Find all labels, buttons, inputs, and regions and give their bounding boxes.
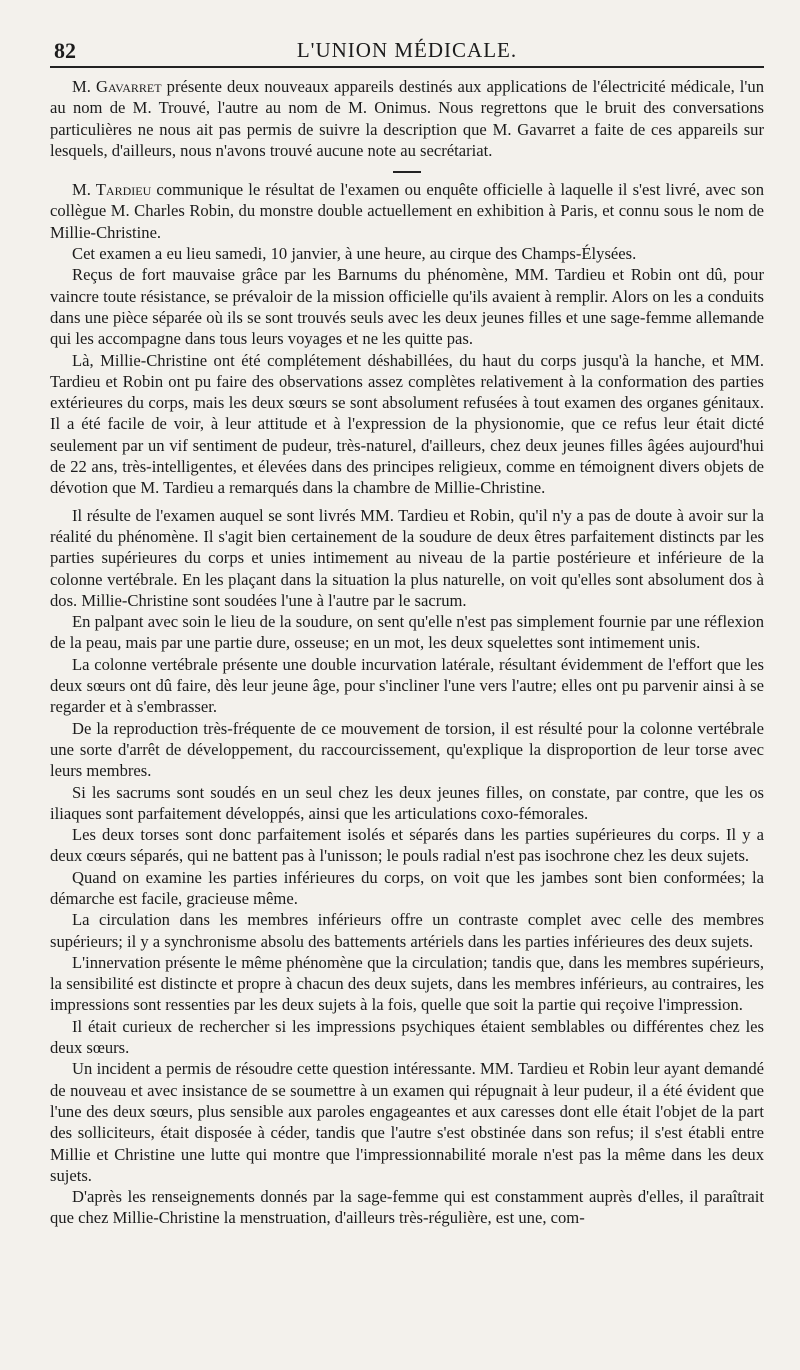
paragraph: La circulation dans les membres inférieurs offre un contraste complet avec celle des membres supérieurs; il y a synchronisme absolu des battements artériels dans les parties inférieures des deux sujets.: [50, 910, 764, 951]
paragraph: Là, Millie-Christine ont été complétement déshabillées, du haut du corps jusqu'à la hanche, et MM. Tardieu et Robin ont pu faire des observations assez complètes relativement à la conformation des parties extérieures du corps, mais les deux sœurs se sont absolument refusées à tout examen des organes génitaux. Il a été facile de voir, à leur attitude et à l'expression de la physionomie, que ce refus leur était dicté seulement par un vif sentiment de pudeur, très-naturel, d'ailleurs, chez deux jeunes filles âgées aujourd'hui de 22 ans, très-intelligentes, et élevées dans des principes religieux, comme en témoignent divers objets de dévotion que M. Tardieu a remarqués dans la chambre de Millie-Christine.: [50, 350, 764, 498]
speaker-name: M. Gavarret: [72, 77, 162, 96]
paragraph: La colonne vertébrale présente une double incurvation latérale, résultant évidemment de l'effort que les deux sœurs ont dû faire, dès leur jeune âge, pour s'incliner l'une vers l'autre; elles ont pu parvenir ainsi à se regarder et à s'embrasser.: [50, 654, 764, 717]
section-separator: [393, 171, 421, 173]
paragraph-text: présente deux nouveaux appareils destinés aux applications de l'électricité médicale, l'un au nom de M. Trouvé, l'autre au nom de M. Onimus. Nous regrettons que le bruit des conversations particulières ne nous ait pas permis de suivre la description que M. Gavarret a faite de ces appareils sur lesquels, d'ailleurs, nous n'avons trouvé aucune note au secrétariat.: [50, 77, 765, 160]
paragraph: Il résulte de l'examen auquel se sont livrés MM. Tardieu et Robin, qu'il n'y a pas de doute à avoir sur la réalité du phénomène. Il s'agit bien certainement de la soudure de deux êtres parfaitement distincts par les parties supérieures du corps et unies intimement au niveau de la partie postérieure et inférieure de la colonne vertébrale. En les plaçant dans la situation la plus naturelle, on voit qu'elles sont absolument dos à dos. Millie-Christine sont soudées l'une à l'autre par le sacrum.: [50, 505, 764, 610]
paragraph-text: communique le résultat de l'examen ou enquête officielle à laquelle il s'est livré, avec son collègue M. Charles Robin, du monstre double actuellement en exhibition à Paris, et connu sous le nom de Millie-Christine.: [50, 180, 764, 242]
paragraph: L'innervation présente le même phénomène que la circulation; tandis que, dans les membres supérieurs, la sensibilité est distincte et propre à chacun des deux sujets, dans les membres inférieurs, au contraires, les impressions sont ressenties par les deux sujets à la fois, quelle que soit la partie qui reçoive l'impression.: [50, 952, 764, 1015]
page-number: 82: [54, 38, 76, 63]
paragraph: Un incident a permis de résoudre cette question intéressante. MM. Tardieu et Robin leur ayant demandé de nouveau et avec insistance de se soumettre à un examen qui répugnait à leur pudeur, il a été évident que l'une des deux sœurs, plus sensible aux paroles engageantes et aux caresses dont elle était l'objet de la part des solliciteurs, était disposée à céder, tandis que l'autre s'est obstinée dans son refus; il s'est établi entre Millie et Christine une lutte qui montre que l'impressionnabilité morale n'est pas la même dans les deux sujets.: [50, 1059, 764, 1185]
paragraph: Si les sacrums sont soudés en un seul chez les deux jeunes filles, on constate, par contre, que les os iliaques sont parfaitement développés, ainsi que les articulations coxo-fémorales.: [50, 782, 764, 823]
paragraph: Quand on examine les parties inférieures du corps, on voit que les jambes sont bien conformées; la démarche est facile, gracieuse même.: [50, 867, 764, 908]
paragraph: De la reproduction très-fréquente de ce mouvement de torsion, il est résulté pour la colonne vertébrale une sorte d'arrêt de développement, du raccourcissement, qu'explique la disproportion de leur torse avec leurs membres.: [50, 718, 764, 781]
paragraph: Les deux torses sont donc parfaitement isolés et séparés dans les parties supérieures du corps. Il y a deux cœurs séparés, qui ne battent pas à l'unisson; le pouls radial n'est pas isochrone chez les deux sujets.: [50, 825, 764, 866]
paragraph: D'après les renseignements donnés par la sage-femme qui est constamment auprès d'elles, il paraîtrait que chez Millie-Christine la menstruation, d'ailleurs très-régulière, est une, com-: [50, 1187, 764, 1228]
paragraph: Cet examen a eu lieu samedi, 10 janvier, à une heure, au cirque des Champs-Élysées.: [72, 244, 637, 264]
running-head: [50, 30, 764, 68]
article-body: [50, 76, 764, 1229]
paragraph: Il était curieux de rechercher si les impressions psychiques étaient semblables ou différentes chez les deux sœurs.: [50, 1016, 764, 1058]
paragraph-tardieu: [50, 179, 764, 243]
paragraph: Reçus de fort mauvaise grâce par les Barnums du phénomène, MM. Tardieu et Robin ont dû, pour vaincre toute résistance, se prévaloir de la mission officielle qu'ils avaient à remplir. Alors on les a conduits dans une pièce séparée où ils se sont trouvés seuls avec les deux jeunes filles et une sage-femme allemande qui les accompagne dans tous leurs voyages et ne les quitte pas.: [50, 265, 764, 349]
journal-title: L'UNION MÉDICALE.: [296, 38, 518, 62]
paragraph-gavarret: [50, 76, 764, 161]
paragraph: En palpant avec soin le lieu de la soudure, on sent qu'elle n'est pas simplement fournie par une réflexion de la peau, mais par une partie dure, osseuse; en un mot, les deux squelettes sont intimement unis.: [50, 612, 764, 653]
speaker-name: M. Tardieu: [72, 180, 152, 200]
